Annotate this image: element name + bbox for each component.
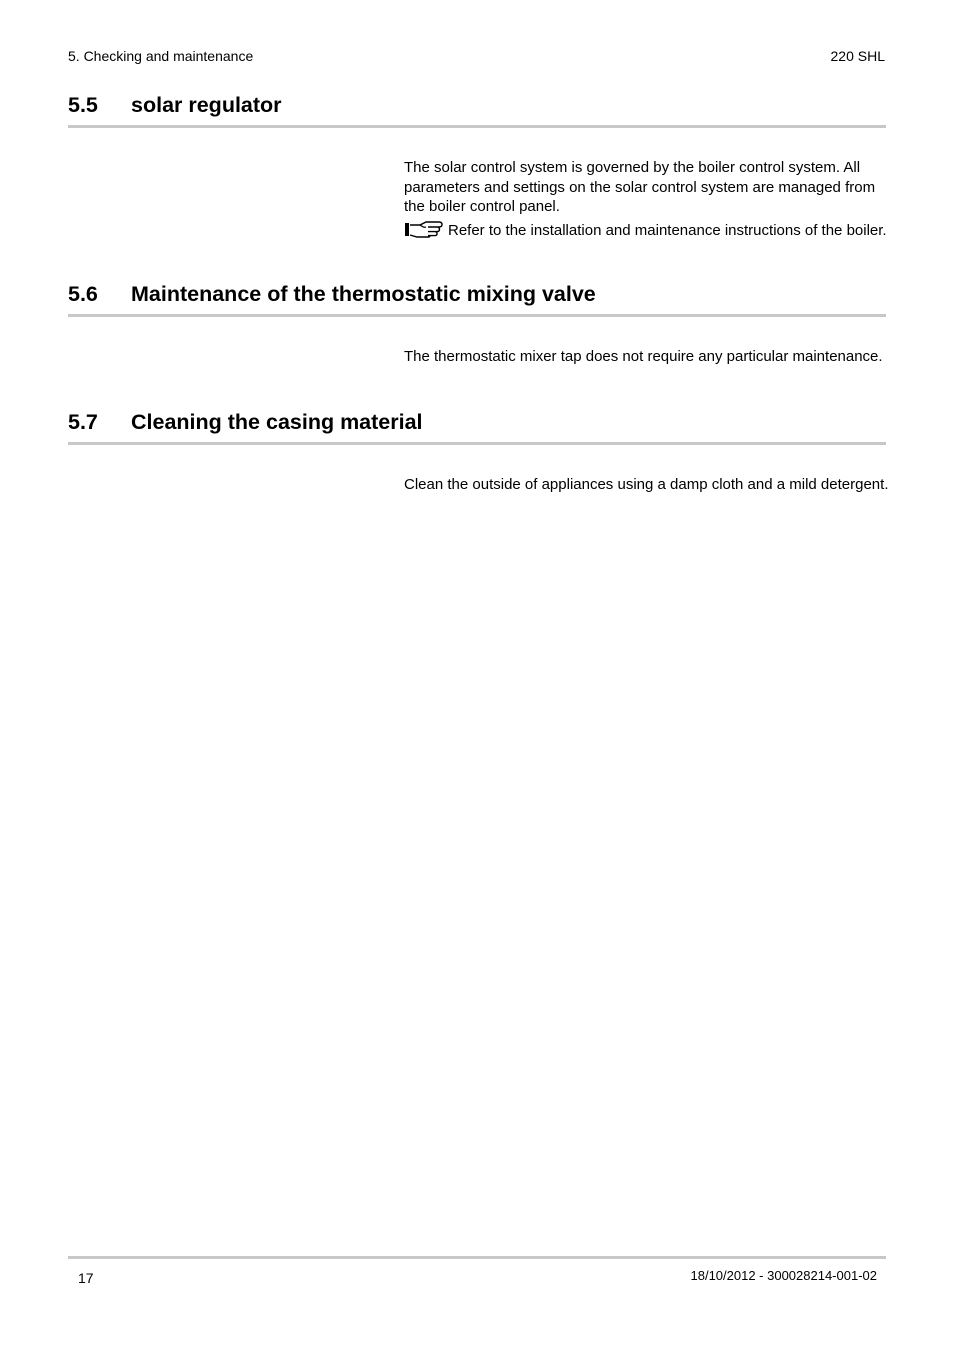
section-body-5-6 — [404, 347, 890, 367]
pointing-hand-icon — [404, 221, 444, 238]
running-header-model: 220 SHL — [830, 48, 885, 64]
section-heading-5-7 — [68, 409, 886, 445]
section-body-5-5 — [404, 158, 890, 240]
paragraph: The thermostatic mixer tap does not require any particular maintenance. — [404, 348, 883, 365]
document-reference: 18/10/2012 - 300028214-001-02 — [690, 1268, 877, 1283]
section-body-5-7 — [404, 475, 890, 495]
note — [404, 221, 890, 241]
paragraph: The solar control system is governed by the boiler control system. All parameters and settings on the solar control system are managed from the boiler control panel. — [404, 159, 876, 215]
note-text: Refer to the installation and maintenance instructions of the boiler. — [448, 221, 887, 239]
section-heading-5-6 — [68, 281, 886, 317]
section-number: 5.7 — [68, 410, 98, 434]
running-header-chapter: 5. Checking and maintenance — [68, 48, 254, 64]
section-title: solar regulator — [131, 93, 282, 117]
section-number: 5.5 — [68, 93, 98, 117]
footer-rule — [68, 1256, 886, 1259]
section-number: 5.6 — [68, 282, 98, 306]
section-title: Maintenance of the thermostatic mixing valve — [131, 282, 596, 306]
section-title: Cleaning the casing material — [131, 410, 423, 434]
page-number: 17 — [78, 1270, 94, 1286]
section-heading-5-5 — [68, 92, 886, 128]
paragraph: Clean the outside of appliances using a damp cloth and a mild detergent. — [404, 476, 889, 493]
